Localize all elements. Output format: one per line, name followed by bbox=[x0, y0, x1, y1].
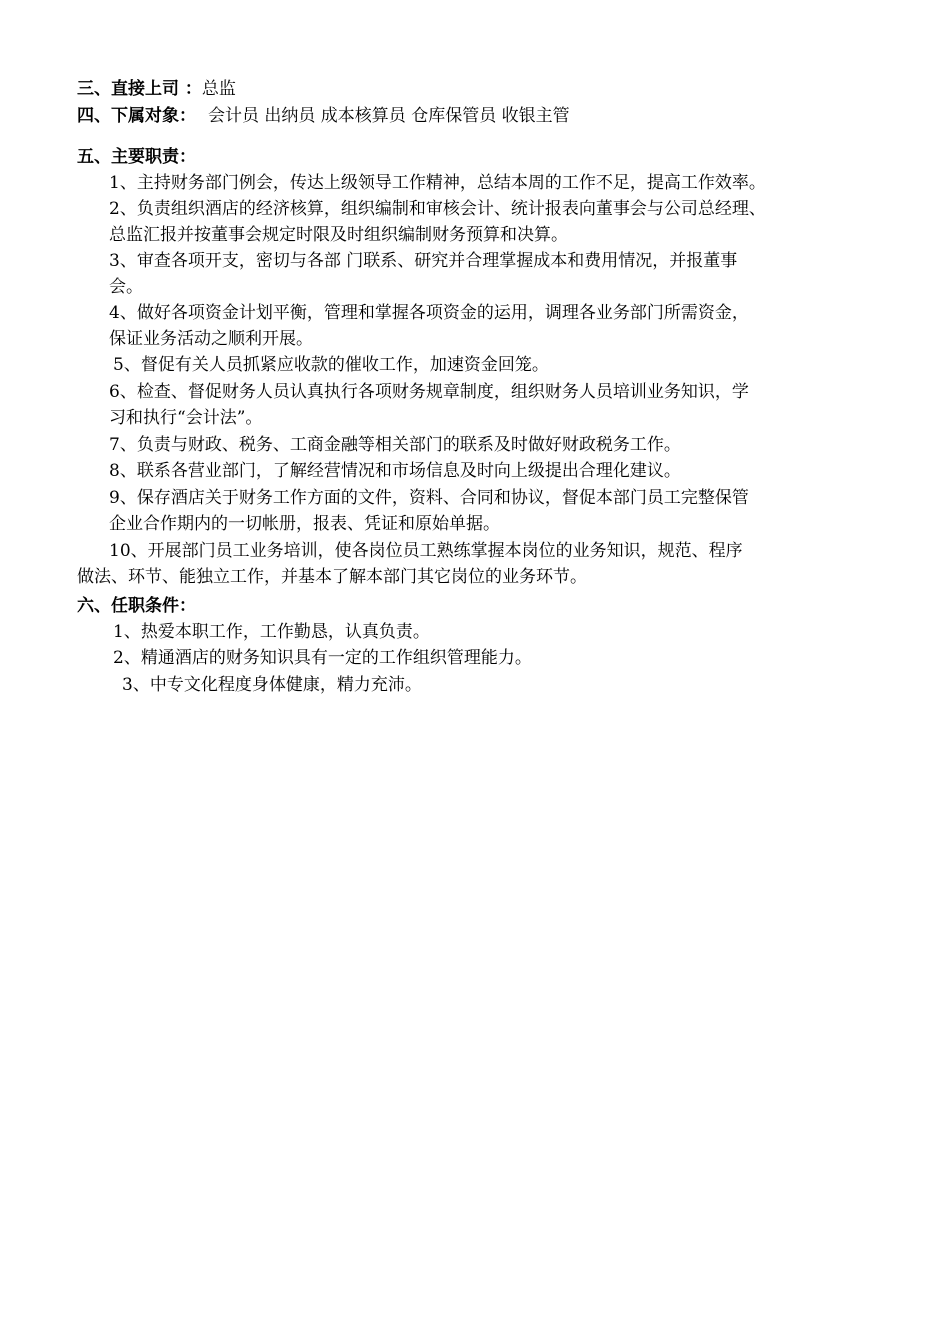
duty-line: 6、检查、督促财务人员认真执行各项财务规章制度，组织财务人员培训业务知识，学 bbox=[109, 382, 749, 402]
qualification-line: 3、中专文化程度身体健康，精力充沛。 bbox=[122, 675, 422, 695]
duty-line: 10、开展部门员工业务培训，使各岗位员工熟练掌握本岗位的业务知识，规范、程序 bbox=[109, 541, 743, 561]
duty-line: 4、做好各项资金计划平衡，管理和掌握各项资金的运用，调理各业务部门所需资金， bbox=[109, 303, 749, 323]
duty-line: 7、负责与财政、税务、工商金融等相关部门的联系及时做好财政税务工作。 bbox=[109, 435, 681, 455]
duty-line: 8、联系各营业部门，了解经营情况和市场信息及时向上级提出合理化建议。 bbox=[109, 461, 681, 481]
duties-title: 五、主要职责： bbox=[77, 147, 196, 167]
subordinates-row bbox=[77, 104, 570, 128]
duty-line: 会。 bbox=[109, 277, 143, 297]
duty-line: 总监汇报并按董事会规定时限及时组织编制财务预算和决算。 bbox=[109, 225, 568, 245]
duty-line: 保证业务活动之顺利开展。 bbox=[109, 329, 313, 349]
supervisor-row bbox=[77, 77, 236, 101]
supervisor-value: 总监 bbox=[201, 79, 236, 99]
qualifications-title: 六、任职条件： bbox=[77, 596, 196, 616]
duty-line: 2、负责组织酒店的经济核算，组织编制和审核会计、统计报表向董事会与公司总经理、 bbox=[109, 199, 766, 219]
qualification-line: 1、热爱本职工作，工作勤恳，认真负责。 bbox=[113, 622, 430, 642]
duty-line: 3、审查各项开支，密切与各部 门联系、研究并合理掌握成本和费用情况，并报董事 bbox=[109, 251, 738, 271]
subordinates-label: 四、下属对象： bbox=[77, 106, 196, 126]
duty-line: 习和执行“会计法”。 bbox=[109, 408, 263, 428]
subordinates-value: 会计员 出纳员 成本核算员 仓库保管员 收银主管 bbox=[208, 106, 570, 126]
duty-line: 做法、环节、能独立工作，并基本了解本部门其它岗位的业务环节。 bbox=[77, 567, 587, 587]
duty-line: 1、主持财务部门例会，传达上级领导工作精神，总结本周的工作不足，提高工作效率。 bbox=[109, 173, 766, 193]
duty-line: 企业合作期内的一切帐册，报表、凭证和原始单据。 bbox=[109, 514, 500, 534]
qualification-line: 2、精通酒店的财务知识具有一定的工作组织管理能力。 bbox=[113, 648, 532, 668]
duty-line: 9、保存酒店关于财务工作方面的文件，资料、合同和协议，督促本部门员工完整保管 bbox=[109, 488, 749, 508]
supervisor-label: 三、直接上司 ： bbox=[77, 79, 202, 99]
duty-line: 5、督促有关人员抓紧应收款的催收工作，加速资金回笼。 bbox=[113, 355, 549, 375]
